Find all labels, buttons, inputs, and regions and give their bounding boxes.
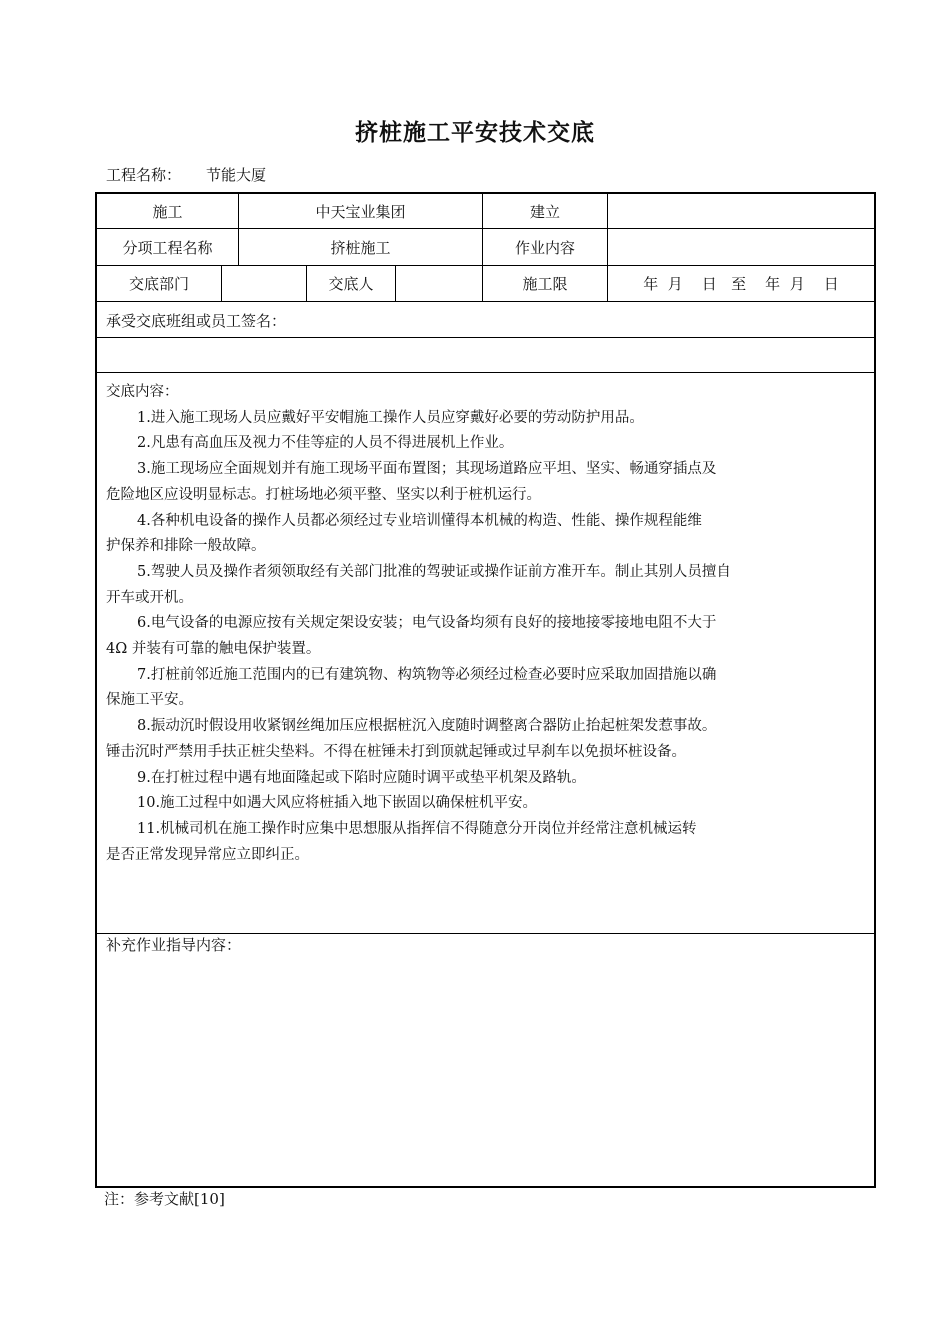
cell-construction-label: 施工 — [152, 202, 183, 221]
cell-department-value — [222, 266, 306, 301]
disclosure-content — [106, 380, 866, 868]
cell-department-label: 交底部门 — [128, 275, 189, 293]
content-line: 开车或开机。 — [106, 589, 193, 606]
content-line: 危险地区应设明显标志。打桩场地必须平整、坚实以利于桩机运行。 — [106, 486, 541, 503]
cell-establish-value — [608, 194, 874, 228]
document-title: 挤桩施工平安技术交底 — [355, 119, 595, 146]
content-line: 4Ω 并装有可靠的触电保护装置。 — [106, 641, 321, 658]
cell-period-label: 施工限 — [522, 275, 568, 293]
row-divider — [97, 301, 874, 302]
cell-discloser-value — [396, 266, 482, 301]
cell-subproject-value: 挤桩施工 — [330, 238, 391, 257]
content-line: 2.凡患有高血压及视力不佳等症的人员不得进展机上作业。 — [137, 435, 514, 452]
project-line — [106, 164, 266, 185]
content-line: 9.在打桩过程中遇有地面隆起或下陷时应随时调平或垫平机架及路轨。 — [137, 769, 586, 786]
cell-work-content-label: 作业内容 — [514, 238, 575, 257]
supplement-label: 补充作业指导内容： — [106, 936, 242, 954]
content-line: 4.各种机电设备的操作人员都必须经过专业培训懂得本机械的构造、性能、操作规程能维 — [137, 512, 702, 529]
content-line: 5.驾驶人员及操作者须领取经有关部门批准的驾驶证或操作证前方准开车。制止其别人员擅自 — [137, 563, 731, 580]
project-value: 节能大厦 — [206, 166, 267, 184]
cell-subproject-label: 分项工程名称 — [122, 238, 213, 257]
cell-period-value: 年 月 日 至 年 月 日 — [643, 275, 839, 293]
content-line: 护保养和排除一般故障。 — [106, 538, 266, 555]
cell-establish-label: 建立 — [529, 202, 560, 221]
content-line: 保施工平安。 — [106, 692, 193, 709]
content-line: 是否正常发现异常应立即纠正。 — [106, 846, 309, 863]
row-divider — [97, 337, 874, 338]
content-line: 锤击沉时严禁用手扶正桩尖垫料。不得在桩锤未打到顶就起锤或过早刹车以免损坏桩设备。 — [106, 743, 686, 760]
content-line: 11.机械司机在施工操作时应集中思想服从指挥信不得随意分开岗位并经常注意机械运转 — [137, 820, 697, 837]
content-line: 10.施工过程中如遇大风应将桩插入地下嵌固以确保桩机平安。 — [137, 795, 538, 812]
content-line: 3.施工现场应全面规划并有施工现场平面布置图；其现场道路应平坦、坚实、畅通穿插点及 — [137, 461, 717, 478]
project-label: 工程名称： — [106, 166, 182, 184]
cell-construction-value: 中天宝业集团 — [315, 202, 406, 221]
content-line: 8.振动沉时假设用收紧钢丝绳加压应根据桩沉入度随时调整离合器防止抬起桩架发惹事故。 — [137, 718, 717, 735]
content-line: 7.打桩前邻近施工范围内的已有建筑物、构筑物等必须经过检查必要时应采取加固措施以确 — [137, 666, 717, 683]
content-line: 6.电气设备的电源应按有关规定架设安装；电气设备均须有良好的接地接零接地电阻不大于 — [137, 615, 717, 632]
cell-discloser-label: 交底人 — [328, 275, 374, 293]
content-line: 1.进入施工现场人员应戴好平安帽施工操作人员应穿戴好必要的劳动防护用品。 — [137, 409, 644, 426]
cell-work-content-value — [608, 229, 874, 265]
content-heading: 交底内容： — [106, 384, 179, 400]
signature-label: 承受交底班组或员工签名： — [106, 312, 287, 330]
row-divider — [97, 372, 874, 373]
footer-note: 注：参考文献[10] — [104, 1190, 225, 1208]
